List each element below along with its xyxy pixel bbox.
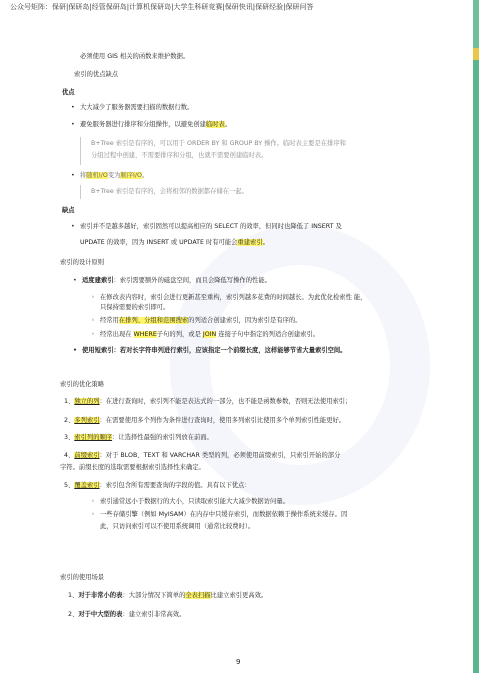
opt1-rest: ：在进行查询时，索引列不能是表达式的一部分，也不能是函数参数，否则无法使用索引； bbox=[99, 398, 352, 405]
design-sub-1: ◦ 在修改表内容时，索引会进行更新甚至重构，索引列越多花费的时间越长。为此优化检索性 能， bbox=[100, 293, 366, 302]
opt4-num: 4、 bbox=[64, 452, 75, 459]
pros3-mid: 变为 bbox=[107, 172, 121, 179]
pros-item-2-post: 。 bbox=[224, 121, 232, 128]
opt-item-5 bbox=[64, 481, 251, 490]
quote-block-2 bbox=[80, 185, 301, 199]
scene-item-1 bbox=[68, 591, 267, 600]
intro-line: 必须使用 GIS 相关的函数来维护数据。 bbox=[80, 53, 190, 60]
scene1-pre: ：大部分情况下简单的 bbox=[122, 592, 186, 599]
quote-block-1 bbox=[80, 137, 411, 165]
cons-line-1: • 索引并不是越多越好，索引固然可以提高相应的 SELECT 的效率，但同时也降低了 INSERT 及 bbox=[80, 222, 342, 231]
opt3-rest: ：让选择性最强的索引列放在前面。 bbox=[112, 434, 213, 441]
design-sub-2-hl: 在排列、分组和范围搜索 bbox=[118, 317, 189, 324]
cons-line-2 bbox=[80, 238, 269, 247]
design-sub-3 bbox=[100, 330, 319, 339]
design-item-1-rest: ：索引需要额外的磁盘空间，而且会降低写操作的性能。 bbox=[113, 277, 271, 284]
section-pros-cons: 索引的优点缺点 bbox=[74, 71, 119, 78]
quote-2-line: B+Tree 索引是有序的，会将相邻的数据都存储在一起。 bbox=[91, 188, 248, 195]
opt-item-1 bbox=[64, 397, 351, 406]
scene-item-2 bbox=[68, 610, 185, 619]
opt-item-4 bbox=[64, 451, 340, 460]
scene2-bold: 对于中大型的表 bbox=[78, 611, 123, 618]
pros3-b: 顺序I/O bbox=[120, 172, 142, 179]
design-sub-2-pre: 经常用 bbox=[100, 317, 119, 324]
pros3-post: 。 bbox=[141, 172, 149, 179]
opt-item-4-cont: 字符。前缀长度的选取需要根据索引选择性来确定。 bbox=[60, 464, 205, 471]
cons-line-2-hl: 重建索引 bbox=[237, 239, 263, 246]
opt2-hl: 多列索引 bbox=[74, 417, 100, 424]
opt3-hl: 索引列的顺序 bbox=[74, 434, 113, 441]
scene2-pre: ：建立索引非常高效。 bbox=[122, 611, 186, 618]
section-optimization: 索引的优化策略 bbox=[60, 381, 105, 388]
page-header: 公众号矩阵：保研|保研岛|经管保研岛|计算机保研岛|大学生科研竞赛|保研快讯|保研经验|保研问答 bbox=[10, 3, 314, 11]
design-sub-1-cont: 只保持需要的索引即可。 bbox=[100, 304, 170, 311]
scene1-bold: 对于非常小的表 bbox=[78, 592, 123, 599]
pros-title: 优点 bbox=[62, 89, 75, 96]
opt3-num: 3、 bbox=[64, 434, 75, 441]
pros-item-2 bbox=[80, 120, 231, 129]
design-sub-3-hl2: JOIN bbox=[202, 331, 217, 338]
scene1-hl: 全表扫描 bbox=[185, 592, 211, 599]
design-sub-3-pre: 经常出现在 bbox=[100, 331, 134, 338]
pros-item-1: • 大大减少了服务器需要扫描的数据行数。 bbox=[80, 103, 193, 112]
pros-item-2-hl: 临时表 bbox=[205, 121, 225, 128]
scene2-num: 2、 bbox=[68, 611, 79, 618]
opt5-sub-1: ◦ 索引通常远小于数据行的大小，只读取索引能大大减少数据访问量。 bbox=[100, 497, 289, 506]
cons-line-2-pre: UPDATE 的效率，因为 INSERT 或 UPDATE 时有可能会 bbox=[80, 239, 238, 246]
opt5-sub-2-cont: 此，只访问索引可以不使用系统调用（通常比较费时）。 bbox=[100, 523, 255, 530]
scene1-post: 比建立索引更高效。 bbox=[210, 592, 268, 599]
page-number: 9 bbox=[236, 658, 241, 666]
opt5-num: 5、 bbox=[64, 482, 75, 489]
opt5-rest: ：索引包含所有需要查询的字段的值。具有以下优点： bbox=[99, 482, 251, 489]
opt-item-3 bbox=[64, 433, 213, 442]
design-sub-2-post: 的列适合创建索引，因为索引是有序的。 bbox=[188, 317, 302, 324]
design-item-2: • 使用短索引：若对长字符串列进行索引，应该指定一个前缀长度，这样能够节省大量索引空间。 bbox=[82, 346, 346, 355]
right-edge-border bbox=[473, 0, 479, 673]
pros3-pre: 将 bbox=[80, 172, 87, 179]
pros-item-2-text: 避免服务器进行排序和分组操作，以避免创建 bbox=[80, 121, 206, 128]
cons-line-2-post: 。 bbox=[262, 239, 269, 246]
section-scenarios: 索引的使用场景 bbox=[60, 574, 105, 581]
quote-1-line-1: B+Tree 索引是有序的，可以用于 ORDER BY 和 GROUP BY 操作。临时表主要是在排序和 bbox=[91, 140, 346, 147]
opt1-num: 1、 bbox=[64, 398, 75, 405]
design-sub-3-post: 连接子句中指定的列适合创建索引。 bbox=[216, 331, 320, 338]
section-design: 索引的设计原则 bbox=[60, 259, 105, 266]
opt4-hl: 前缀索引 bbox=[74, 452, 100, 459]
cons-title: 缺点 bbox=[62, 207, 75, 214]
opt5-sub-2: ◦ 一些存储引擎（例如 MyISAM）在内存中只缓存索引，而数据依赖于操作系统来缓存。因 bbox=[100, 510, 347, 519]
opt2-rest: ：在需要使用多个列作为条件进行查询时，使用多列索引比使用多个单列索引性能更好。 bbox=[99, 417, 346, 424]
pros-item-3 bbox=[80, 171, 148, 180]
opt-item-2 bbox=[64, 416, 345, 425]
opt5-hl: 覆盖索引 bbox=[74, 482, 100, 489]
pros3-a: 随机I/O bbox=[86, 172, 108, 179]
watermark-logo bbox=[170, 225, 430, 505]
design-item-1 bbox=[82, 276, 271, 285]
opt2-num: 2、 bbox=[64, 417, 75, 424]
design-sub-3-hl: WHERE bbox=[133, 331, 157, 338]
quote-1-line-2: 分组过程中创建，不需要排序和分组，也就不需要创建临时表。 bbox=[91, 152, 268, 159]
design-item-1-bold: 适度建索引 bbox=[82, 277, 114, 284]
design-sub-3-mid: 子句的列，或是 bbox=[156, 331, 203, 338]
scene1-num: 1、 bbox=[68, 592, 79, 599]
opt1-hl: 独立的列 bbox=[74, 398, 100, 405]
design-sub-2 bbox=[100, 316, 302, 325]
opt4-rest: ：对于 BLOB、TEXT 和 VARCHAR 类型的列，必须使用前缀索引，只索引开始的部分 bbox=[99, 452, 341, 459]
